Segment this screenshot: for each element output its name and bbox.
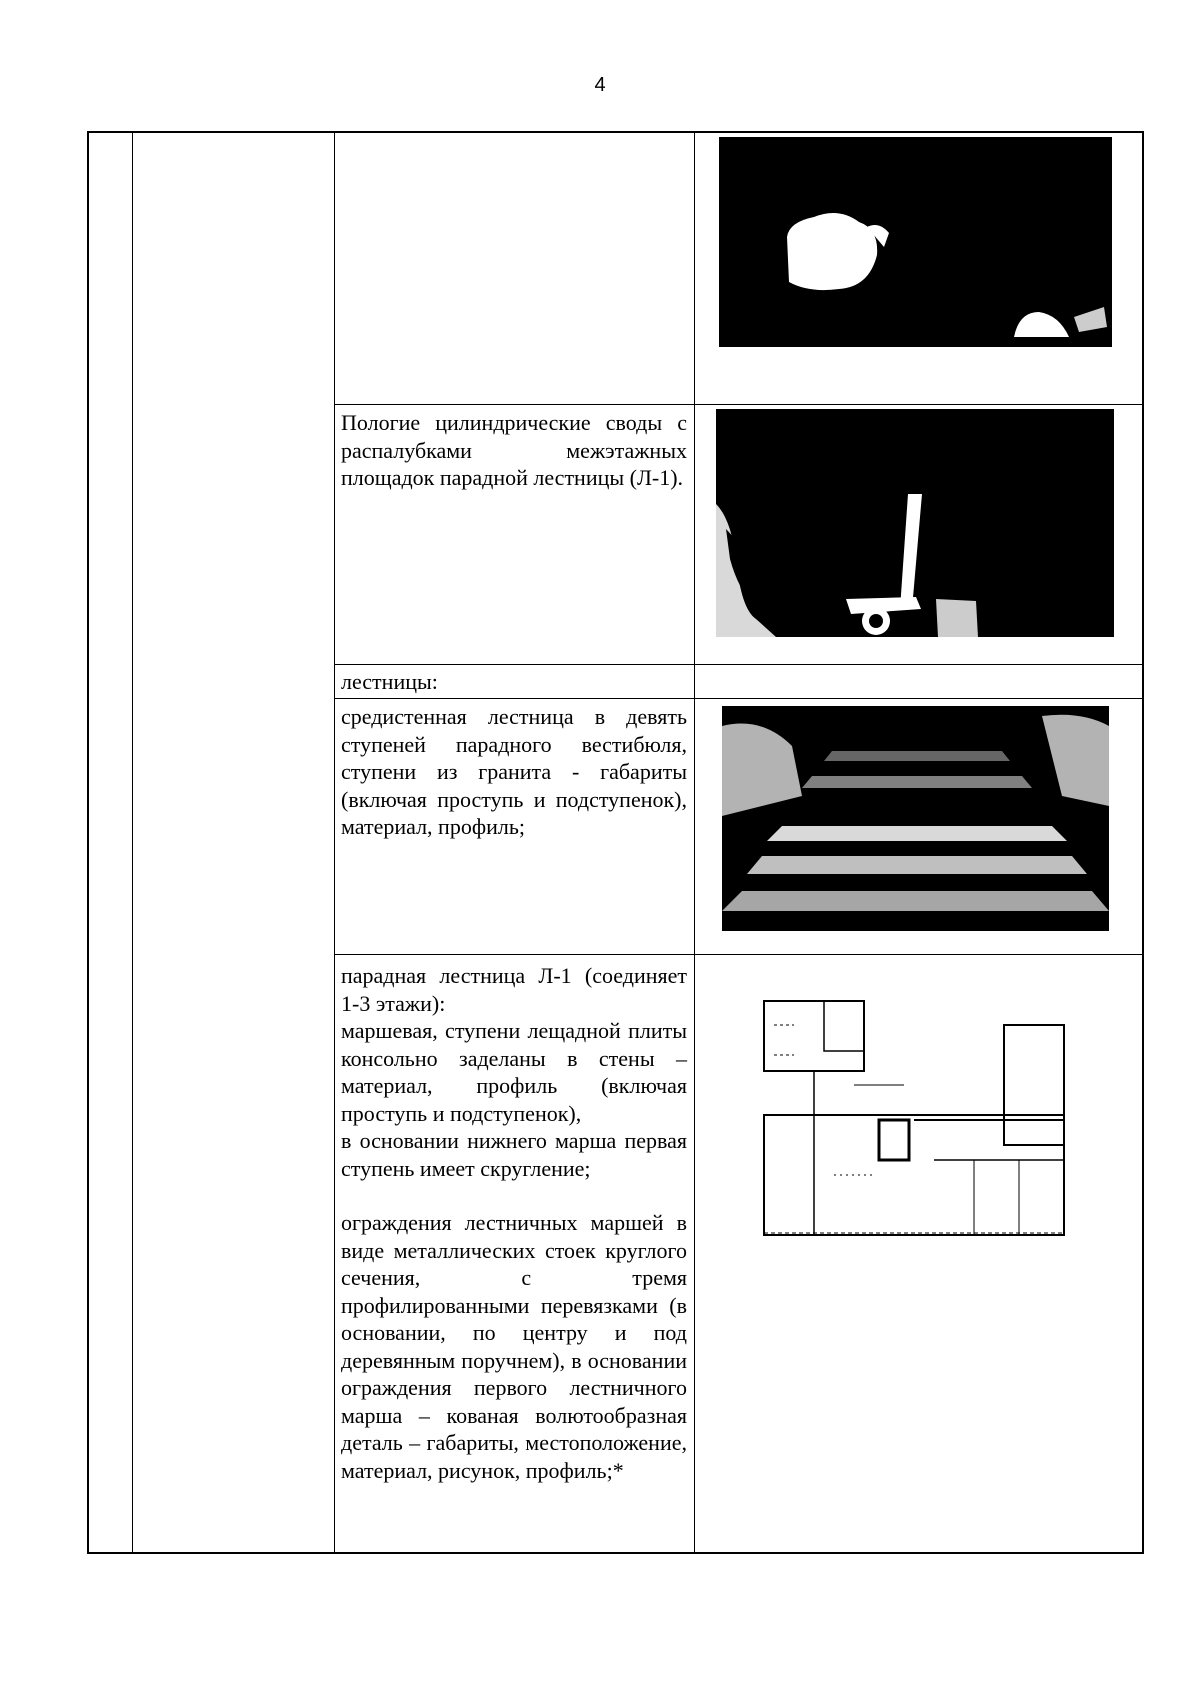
granite-steps-description: средистенная лестница в девять ступеней парадного вестибюля, ступени из гранита - габариты (включая проступь и подступенок), материал, профиль; <box>341 704 687 839</box>
photo-granite-steps <box>722 706 1109 931</box>
column-divider <box>334 133 335 1552</box>
paragraph: в основании нижнего марша первая ступень имеет скругление; <box>341 1128 687 1181</box>
row-divider <box>334 954 1142 955</box>
document-table <box>87 131 1144 1554</box>
column-divider <box>694 133 695 1552</box>
row-divider <box>334 698 1142 699</box>
row-divider <box>334 404 1142 405</box>
vault-description: Пологие цилиндрические своды с распалубками межэтажных площадок парадной лестницы (Л-1). <box>341 410 687 490</box>
photo-vault-landing <box>716 409 1114 637</box>
row-divider <box>334 664 1142 665</box>
paragraph: ограждения лестничных маршей в виде металлических стоек круглого сечения, с тремя профилированными перевязками (в основании, по центру и под деревянным поручнем), в основании ограждения первого лестничного марша – кованая волютообразная деталь – габариты, местоположение, материал, рисунок, профиль;* <box>341 1210 687 1483</box>
paragraph: маршевая, ступени лещадной плиты консольно заделаны в стены – материал, профиль (включая проступь и подступенок), <box>341 1018 687 1126</box>
paragraph: парадная лестница Л-1 (соединяет 1-3 этажи): <box>341 963 687 1016</box>
photo-dark-interior <box>719 137 1112 347</box>
column-divider <box>132 133 133 1552</box>
floor-plan-drawing <box>754 995 1078 1245</box>
page-number: 4 <box>594 74 606 96</box>
stairs-heading: лестницы: <box>341 669 438 694</box>
main-staircase-description <box>341 962 687 1484</box>
